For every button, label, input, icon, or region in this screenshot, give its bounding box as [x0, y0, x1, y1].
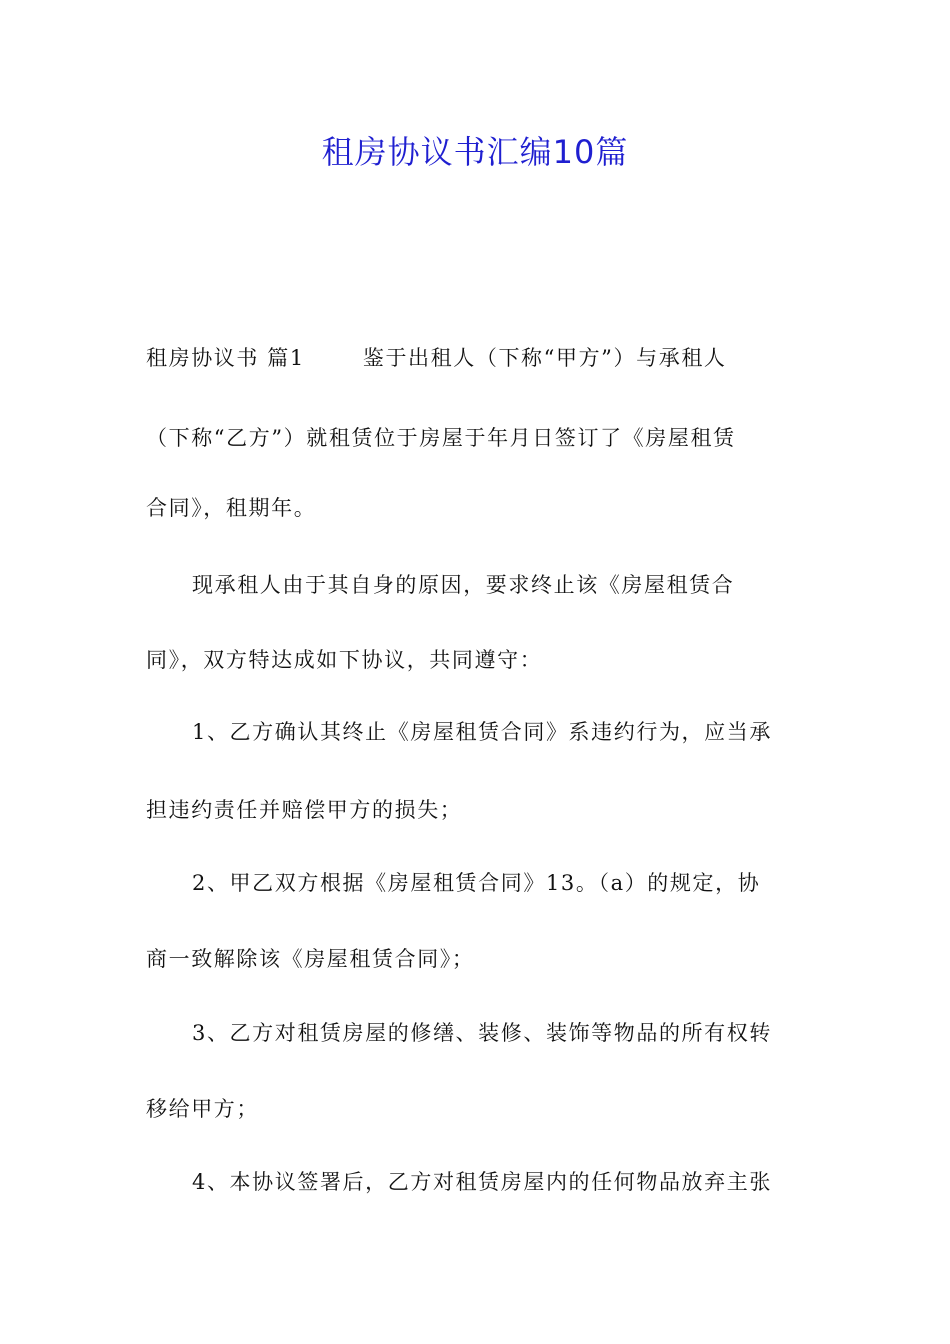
- clause-3-line-2: 移给甲方；: [146, 1097, 259, 1121]
- clause-2-line-2: 商一致解除该《房屋租赁合同》；: [146, 947, 475, 971]
- clause-3-line-1: 3、乙方对租赁房屋的修缮、装修、装饰等物品的所有权转: [192, 1021, 772, 1045]
- clause-4-line-1: 4、本协议签署后，乙方对租赁房屋内的任何物品放弃主张: [192, 1170, 772, 1194]
- paragraph-line-2: （下称“乙方”）就租赁位于房屋于年月日签订了《房屋租赁: [146, 426, 736, 450]
- clause-1-line-1: 1、乙方确认其终止《房屋租赁合同》系违约行为，应当承: [192, 720, 772, 744]
- document-title: 租房协议书汇编10篇: [321, 133, 629, 171]
- clause-2-line-1: 2、甲乙双方根据《房屋租赁合同》13。（a）的规定，协: [192, 871, 761, 895]
- paragraph-line-4: 现承租人由于其自身的原因，要求终止该《房屋租赁合: [192, 573, 735, 597]
- paragraph-text: 鉴于出租人（下称“甲方”）与承租人: [362, 346, 727, 370]
- paragraph-line-1: [146, 342, 816, 374]
- paragraph-line-3: 合同》，租期年。: [146, 496, 317, 520]
- clause-1-line-2: 担违约责任并赔偿甲方的损失；: [146, 798, 463, 822]
- paragraph-line-5: 同》，双方特达成如下协议，共同遵守：: [146, 648, 543, 672]
- section-heading: 租房协议书 篇1: [146, 346, 305, 370]
